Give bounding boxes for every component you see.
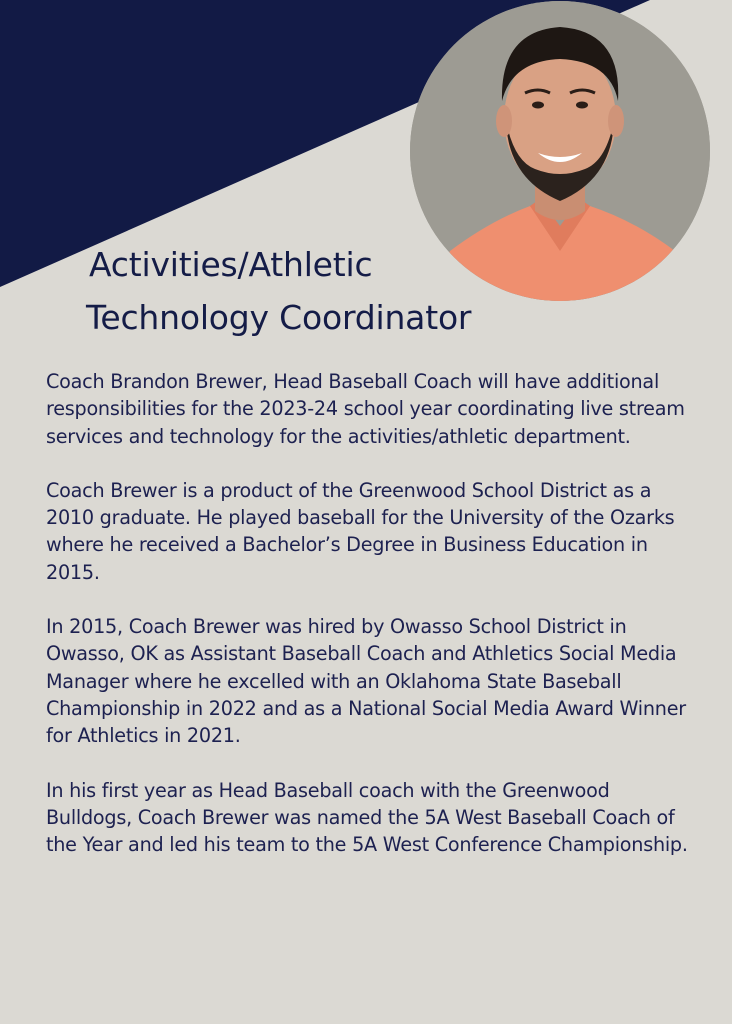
title-line-2: Technology Coordinator (86, 298, 472, 337)
bio-paragraph-1: Coach Brandon Brewer, Head Baseball Coach will have additional responsibilities for the 2023-24 school year coordinating live stream services and technology for the activities/athletic department. (46, 370, 685, 448)
bio-paragraph-2: Coach Brewer is a product of the Greenwood School District as a 2010 graduate. He played baseball for the University of the Ozarks where he received a Bachelor’s Degree in Business Education in 2015. (46, 478, 675, 584)
bio-paragraph-3: In 2015, Coach Brewer was hired by Owasso School District in Owasso, OK as Assistant Baseball Coach and Athletics Social Media Manager where he excelled with an Oklahoma State Baseball Championship in 2022 and as a National Social Media Award Winner for Athletics in 2021. (46, 615, 686, 748)
title-line-1: Activities/Athletic (89, 245, 373, 284)
bio-paragraph-4: In his first year as Head Baseball coach with the Greenwood Bulldogs, Coach Brewer was named the 5A West Baseball Coach of the Year and led his team to the 5A West Conference Championship. (46, 778, 688, 857)
page-title (86, 238, 471, 344)
bio-content (46, 368, 696, 885)
